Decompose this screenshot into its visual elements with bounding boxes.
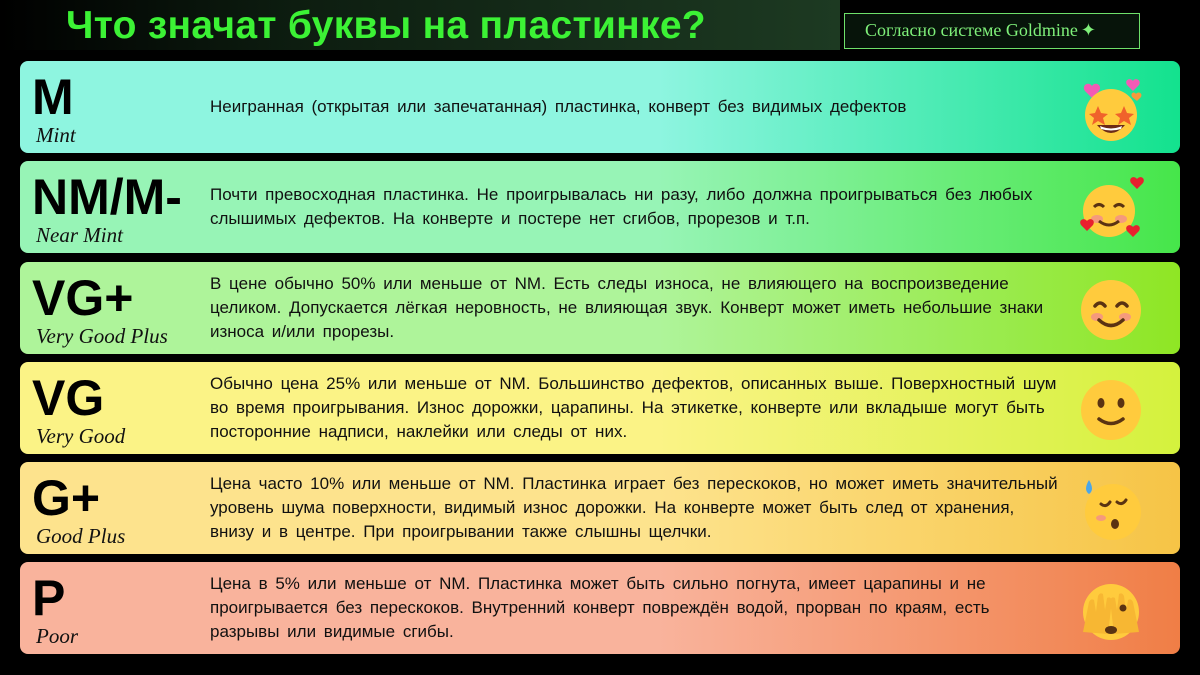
- grade-name: Very Good Plus: [36, 324, 168, 348]
- face-with-hands-over-eyes-icon: [1075, 574, 1147, 642]
- grade-name: Mint: [36, 123, 76, 147]
- grade-row-vg: [20, 362, 1180, 454]
- grade-description: Почти превосходная пластинка. Не проигрывалась ни разу, либо должна проигрываться без любых слышимых дефектов. На конверте и постере нет сгибов, прорезов и т.п.: [210, 185, 1033, 228]
- grade-code: NM/M-: [32, 169, 182, 225]
- grade-code: M: [32, 69, 74, 125]
- slightly-smiling-face-icon: [1075, 374, 1147, 442]
- grade-name: Good Plus: [36, 524, 126, 548]
- grade-name: Near Mint: [36, 223, 123, 247]
- grade-code: VG: [32, 370, 105, 426]
- smiling-face-with-hearts-icon: [1075, 173, 1147, 241]
- source-label: [844, 13, 1140, 49]
- grade-row-g-plus: [20, 462, 1180, 554]
- sparkle-icon: ✦: [1080, 20, 1096, 40]
- grade-description: Цена часто 10% или меньше от NM. Пластинка играет без перескоков, но может иметь значительный уровень шума поверхности, видимый износ дорожки. На конверте может быть след от хранения, внизу и в центре. При проигрывании также слышны щелчки.: [210, 474, 1058, 541]
- source-text: Согласно системе Goldmine: [865, 20, 1078, 40]
- grade-row-p: [20, 562, 1180, 654]
- title-band: [0, 0, 840, 50]
- grade-description: Неигранная (открытая или запечатанная) пластинка, конверт без видимых дефектов: [210, 97, 907, 116]
- grade-row-nm: [20, 161, 1180, 253]
- grade-name: Poor: [36, 624, 78, 648]
- grade-name: Very Good: [36, 424, 126, 448]
- grade-row-vg-plus: [20, 262, 1180, 354]
- page-title: Что значат буквы на пластинке?: [66, 4, 706, 47]
- grade-description: Обычно цена 25% или меньше от NM. Большинство дефектов, описанных выше. Поверхностный шум во время проигрывания. Износ дорожки, царапины. На этикетке, конверте или вкладыше могут быть посторонние надписи, наклейки или следы от них.: [210, 374, 1057, 441]
- grade-description: Цена в 5% или меньше от NM. Пластинка может быть сильно погнута, имеет царапины и не проигрывается без перескоков. Внутренний конверт повреждён водой, прорван по краям, есть разрывы или видимые сгибы.: [210, 574, 990, 641]
- grade-code: G+: [32, 470, 101, 526]
- grade-description: В цене обычно 50% или меньше от NM. Есть следы износа, не влияющего на воспроизведение целиком. Допускается лёгкая неровность, не влияющая звук. Конверт может иметь небольшие знаки износа и/или прорезы.: [210, 274, 1044, 341]
- grade-code: VG+: [32, 270, 134, 326]
- grade-row-m: [20, 61, 1180, 153]
- star-struck-emoji-icon: [1075, 73, 1147, 141]
- smiling-face-icon: [1075, 274, 1147, 342]
- whistling-face-with-sweat-icon: [1075, 474, 1147, 542]
- grade-code: P: [32, 570, 66, 626]
- header: [0, 0, 1200, 52]
